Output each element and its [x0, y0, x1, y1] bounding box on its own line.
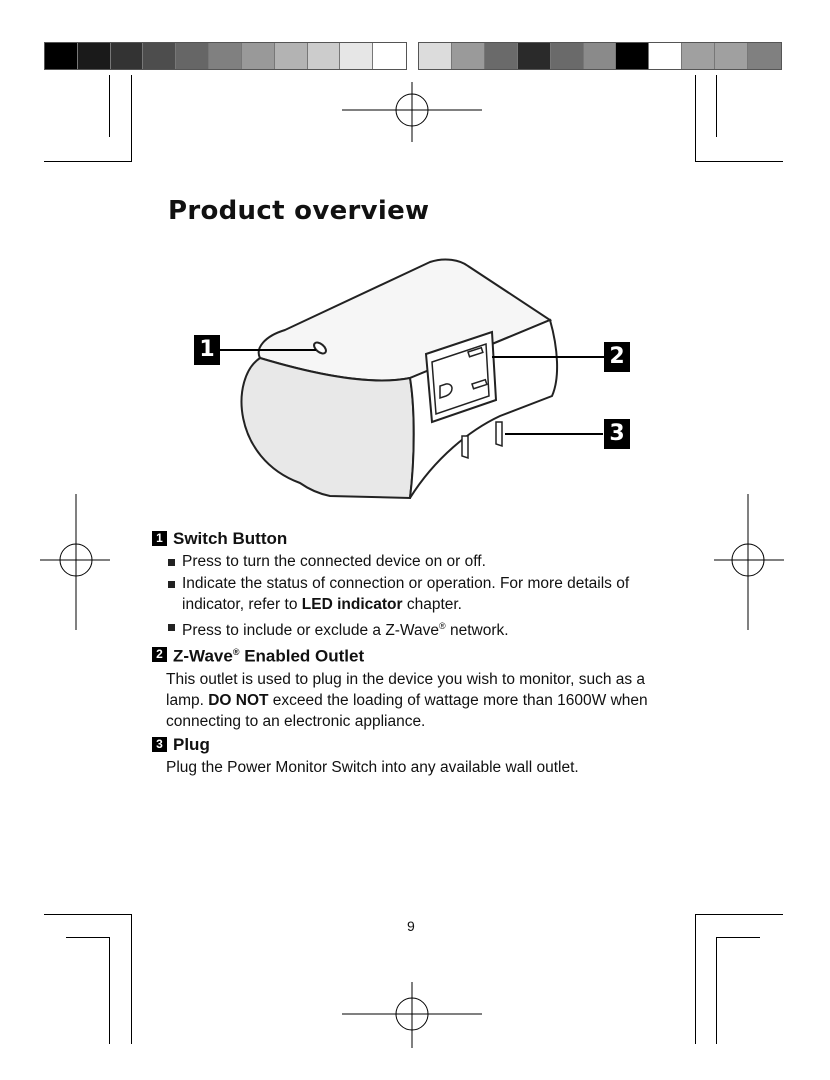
section-heading: Plug [173, 734, 210, 754]
registration-mark-icon [714, 494, 784, 630]
crop-mark [716, 75, 717, 137]
color-swatch [340, 43, 373, 69]
color-swatch [419, 43, 452, 69]
color-swatch [485, 43, 518, 69]
callout-line-3 [505, 433, 603, 435]
callout-1: 1 [194, 335, 220, 365]
color-swatch [373, 43, 406, 69]
color-swatch [111, 43, 144, 69]
color-swatch [682, 43, 715, 69]
page-number: 9 [407, 918, 415, 934]
color-swatch [649, 43, 682, 69]
section-outlet [152, 642, 652, 732]
callout-line-1 [220, 349, 316, 351]
color-swatch [616, 43, 649, 69]
led-indicator-reference: LED indicator [301, 596, 403, 613]
color-swatch [176, 43, 209, 69]
color-swatch [452, 43, 485, 69]
color-swatch [143, 43, 176, 69]
registration-mark-icon [342, 82, 482, 142]
color-swatch [308, 43, 341, 69]
section-number: 1 [152, 531, 167, 546]
crop-mark [131, 75, 132, 161]
callout-line-2 [492, 356, 604, 358]
section-text: This outlet is used to plug in the device you wish to monitor, such as a lamp. DO NOT exceed the loading of wattage more than 1600W when connecting to an electronic appliance. [166, 670, 648, 730]
color-bar-left [44, 42, 407, 70]
color-swatch [78, 43, 111, 69]
color-swatch [518, 43, 551, 69]
smart-plug-illustration [230, 258, 570, 506]
crop-mark [131, 914, 132, 1044]
color-swatch [584, 43, 617, 69]
callout-3: 3 [604, 419, 630, 449]
crop-mark [109, 75, 110, 137]
callout-2: 2 [604, 342, 630, 372]
registration-mark-icon [40, 494, 110, 630]
section-heading: Z-Wave® Enabled Outlet [173, 646, 365, 666]
color-swatch [551, 43, 584, 69]
crop-mark [44, 161, 132, 162]
section-plug [152, 734, 652, 778]
section-heading: Switch Button [173, 529, 288, 548]
color-swatch [275, 43, 308, 69]
section-number: 3 [152, 737, 167, 752]
crop-mark [695, 75, 696, 161]
section-switch-button [152, 528, 652, 641]
color-swatch [209, 43, 242, 69]
section-number: 2 [152, 647, 167, 662]
color-swatch [715, 43, 748, 69]
color-swatch [45, 43, 78, 69]
color-swatch [242, 43, 275, 69]
list-item: Indicate the status of connection or operation. For more details of indicator, refer to LED indicator chapter. [166, 573, 652, 615]
crop-mark [716, 937, 717, 1044]
registration-mark-icon [342, 982, 482, 1048]
crop-mark [44, 914, 132, 915]
list-item: Press to include or exclude a Z-Wave® network. [166, 616, 652, 641]
color-swatch [748, 43, 781, 69]
crop-mark [695, 914, 783, 915]
crop-mark [109, 937, 110, 1044]
crop-mark [66, 937, 110, 938]
crop-mark [695, 914, 696, 1044]
crop-mark [716, 937, 760, 938]
description-list [152, 528, 652, 780]
color-bar-right [418, 42, 782, 70]
crop-mark [695, 161, 783, 162]
page-title: Product overview [168, 196, 430, 226]
section-text: Plug the Power Monitor Switch into any available wall outlet. [166, 758, 579, 776]
list-item: Press to turn the connected device on or off. [166, 551, 652, 572]
